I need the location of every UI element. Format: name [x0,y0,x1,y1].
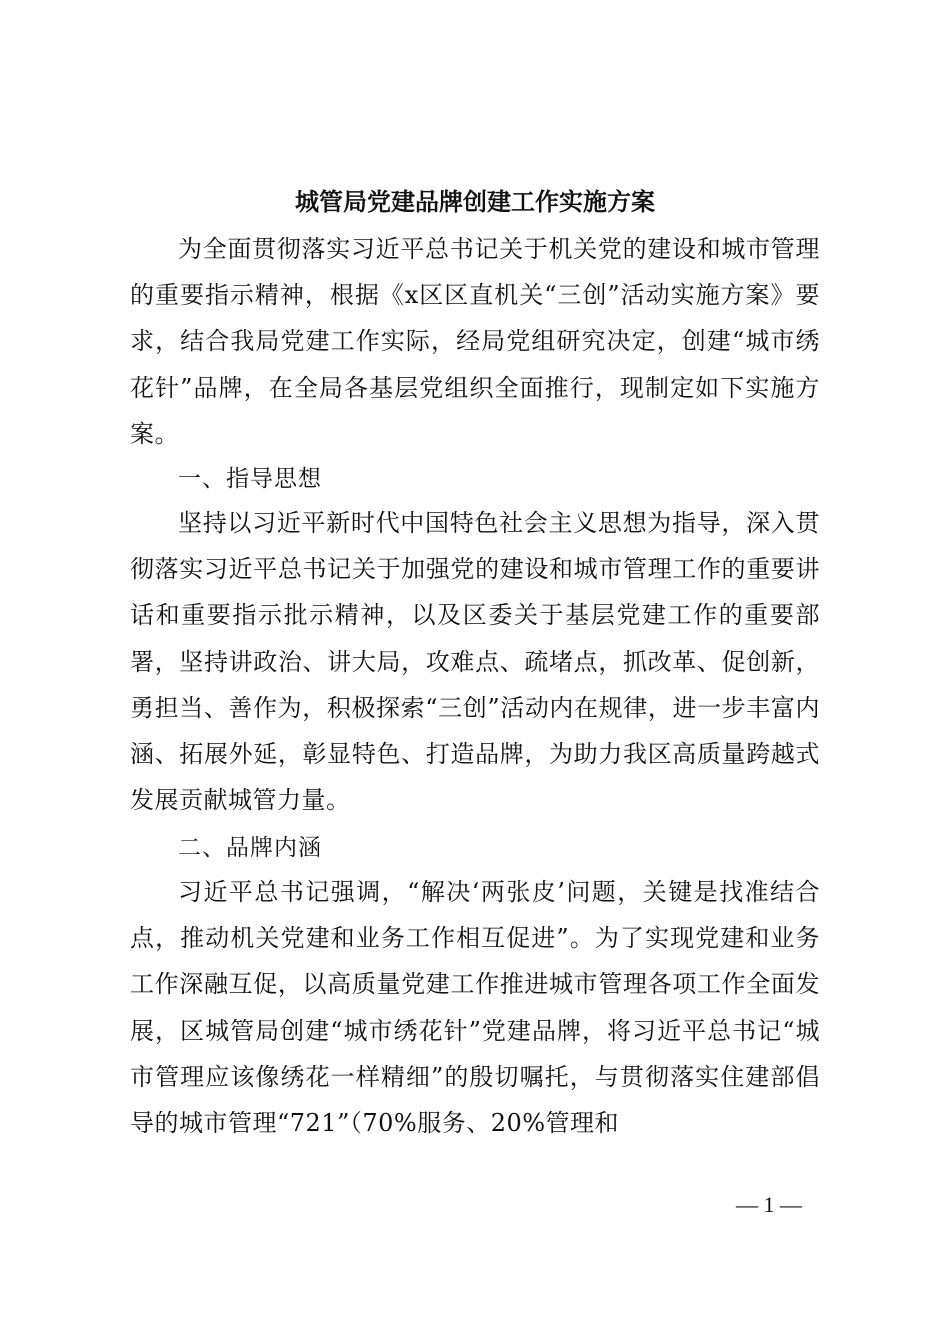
section-heading-guiding-ideology: 一、指导思想 [178,466,322,492]
intro-paragraph: 为全面贯彻落实习近平总书记关于机关党的建设和城市管理的重要指示精神，根据《x区区直机关“三创”活动实施方案》要求，结合我局党建工作实际，经局党组研究决定，创建“城市绣花针”品牌，在全局各基层党组织全面推行，现制定如下实施方案。 [130,235,820,448]
section-paragraph-brand-connotation: 习近平总书记强调，“解决‘两张皮’问题，关键是找准结合点，推动机关党建和业务工作相互促进”。为了实现党建和业务工作深融互促，以高质量党建工作推进城市管理各项工作全面发展，区城管局创建“城市绣花针”党建品牌，将习近平总书记“城市管理应该像绣花一样精细”的殷切嘱托，与贯彻落实住建部倡导的城市管理“721”（70%服务、20%管理和 [130,878,820,1138]
section-paragraph-guiding-ideology: 坚持以习近平新时代中国特色社会主义思想为指导，深入贯彻落实习近平总书记关于加强党的建设和城市管理工作的重要讲话和重要指示批示精神，以及区委关于基层党建工作的重要部署，坚持讲政治、讲大局，攻难点、疏堵点，抓改革、促创新，勇担当、善作为，积极探索“三创”活动内在规律，进一步丰富内涵、拓展外延，彰显特色、打造品牌，为助力我区高质量跨越式发展贡献城管力量。 [130,509,820,815]
document-title: 城管局党建品牌创建工作实施方案 [295,187,655,216]
section-heading-brand-connotation: 二、品牌内涵 [178,835,322,861]
page-number: — 1 — [736,1192,802,1217]
